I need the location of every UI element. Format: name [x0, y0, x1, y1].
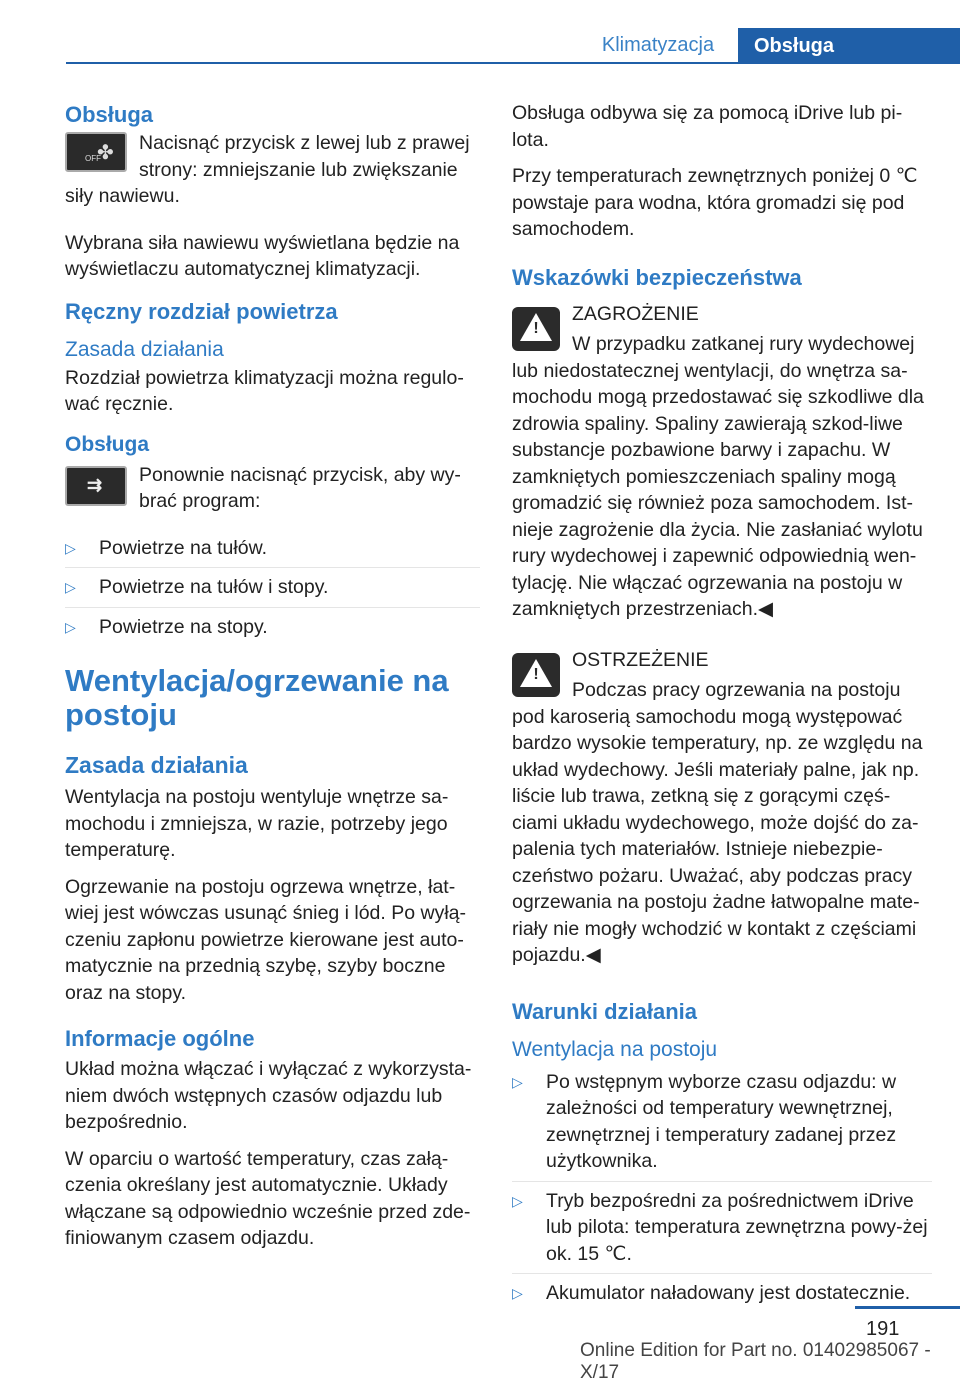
heading-zasada2: Zasada działania	[65, 752, 248, 778]
heading-informacje: Informacje ogólne	[65, 1026, 255, 1051]
warning-icon: !	[512, 653, 560, 697]
air-distribution-row	[65, 460, 480, 525]
list-item: ▷ Powietrze na tułów.	[65, 535, 480, 569]
edition-footer: Online Edition for Part no. 01402985067 - X/17	[580, 1340, 931, 1383]
list-item: ▷ Powietrze na stopy.	[65, 614, 480, 647]
fan-control-row	[65, 130, 480, 220]
warning-icon: !	[512, 307, 560, 351]
air-instruction: Ponownie nacisnąć przycisk, aby wy‐brać program:	[139, 463, 461, 512]
warning-text: Podczas pracy ogrzewania na postoju pod karoserią samochodu mogą występować bardzo wysokie temperatury, np. ze względu na układ wydechowy. Jeśli materiały palne, jak np. liście lub trawa, zetkną się z gorącymi częś‐ciami układu wydechowego, może dojść do za‐palenia tych materiałów. Istnieje niebezpie‐czeństwo pożaru. Uważać, aby podczas pracy ogrzewania na postoju żadne łatwopalne mate‐riały nie mogły wchodzić w kontakt z częściami pojazdu.◀	[512, 679, 923, 966]
heading-obsluga2: Obsługa	[65, 432, 150, 456]
went-text1: Wentylacja na postoju wentyluje wnętrze sa‐mochodu i zmniejsza, w razie, potrzeby jego temperaturę.	[65, 786, 449, 861]
fan-display-text: Wybrana siła nawiewu wyświetlana będzie na wyświetlaczu automatycznej klimatyzacji.	[65, 231, 460, 280]
list-item: ▷ Po wstępnym wyborze czasu odjazdu: w zależności od temperatury wewnętrznej, zewnętrznej i temperatury zadanej przez użytkownika.	[512, 1069, 932, 1182]
fan-instruction: Nacisnąć przycisk z lewej lub z prawej strony: zmniejszanie lub zwiększanie siły nawiewu.	[65, 132, 470, 207]
left-column	[65, 100, 480, 1262]
heading-obsluga: Obsługa	[65, 102, 154, 127]
tab-obsluga[interactable]: Obsługa	[738, 28, 960, 64]
section-title-wentylacja: Wentylacja/ogrzewanie na postoju	[65, 663, 449, 732]
conditions-list	[512, 1069, 932, 1313]
heading-zasada1: Zasada działania	[65, 337, 224, 361]
air-distribution-icon: ⇉	[65, 466, 127, 506]
heading-warunki: Warunki działania	[512, 998, 698, 1024]
oparciu-text: W oparciu o wartość temperatury, czas załą‐czenia określany jest automatycznie. Układy włączane są odpowiednio wcześnie przed zde‐finiowanym czasem odjazdu.	[65, 1147, 471, 1249]
air-program-list	[65, 535, 480, 647]
warning-caution	[512, 647, 932, 979]
obsluga-idrive-text: Obsługa odbywa się za pomocą iDrive lub pi‐lota.	[512, 102, 903, 151]
rozdzial-text: Rozdział powietrza klimatyzacji można regulo‐wać ręcznie.	[65, 366, 464, 415]
uklad-text: Układ można włączać i wyłączać z wykorzysta‐niem dwóch wstępnych czasów odjazdu lub bezpośrednio.	[65, 1058, 472, 1133]
warning-title: ZAGROŻENIE	[572, 302, 699, 325]
footer-rule	[855, 1306, 960, 1309]
list-item: ▷ Akumulator naładowany jest dostatecznie.	[512, 1280, 932, 1313]
list-item: ▷ Tryb bezpośredni za pośrednictwem iDrive lub pilota: temperatura zewnętrzna powy‐żej ok. 15 ℃.	[512, 1188, 932, 1275]
tab-klimatyzacja[interactable]: Klimatyzacja	[601, 33, 715, 56]
temperature-text: Przy temperaturach zewnętrznych poniżej 0 ℃ powstaje para wodna, która gromadzi się pod samochodem.	[512, 165, 918, 240]
right-column	[512, 100, 932, 1323]
went-text2: Ogrzewanie na postoju ogrzewa wnętrze, łat‐wiej jest wówczas usunąć śnieg i lód. Po wyłą‐czeniu zapłonu powietrze kierowane jest auto‐matycznie na przednią szybę, szyby boczne oraz na stopy.	[65, 875, 467, 1004]
fan-button-icon: OFF ✤	[65, 132, 127, 172]
page-number: 191	[866, 1318, 900, 1340]
heading-reczny: Ręczny rozdział powietrza	[65, 298, 338, 324]
list-item: ▷ Powietrze na tułów i stopy.	[65, 574, 480, 608]
warning-title: OSTRZEŻENIE	[572, 648, 709, 671]
warning-text: W przypadku zatkanej rury wydechowej lub niedostatecznej wentylacji, do wnętrza sa‐mochodu mogą przedostawać się szkodliwe dla zdrowia spaliny. Spaliny zawierają szkod‐liwe substancje pozbawione barwy i zapachu. W zamkniętych pomieszczeniach spaliny mogą gromadzić się również poza samochodem. Ist‐nieje zagrożenie dla życia. Nie zasłaniać wylotu rury wydechowej i zapewnić odpowiednią wen‐tylację. Nie włączać ogrzewania na postoju w zamkniętych przestrzeniach.◀	[512, 333, 924, 620]
heading-went-postoju: Wentylacja na postoju	[512, 1037, 718, 1061]
warning-danger	[512, 301, 932, 633]
heading-wskazowki: Wskazówki bezpieczeństwa	[512, 264, 802, 290]
